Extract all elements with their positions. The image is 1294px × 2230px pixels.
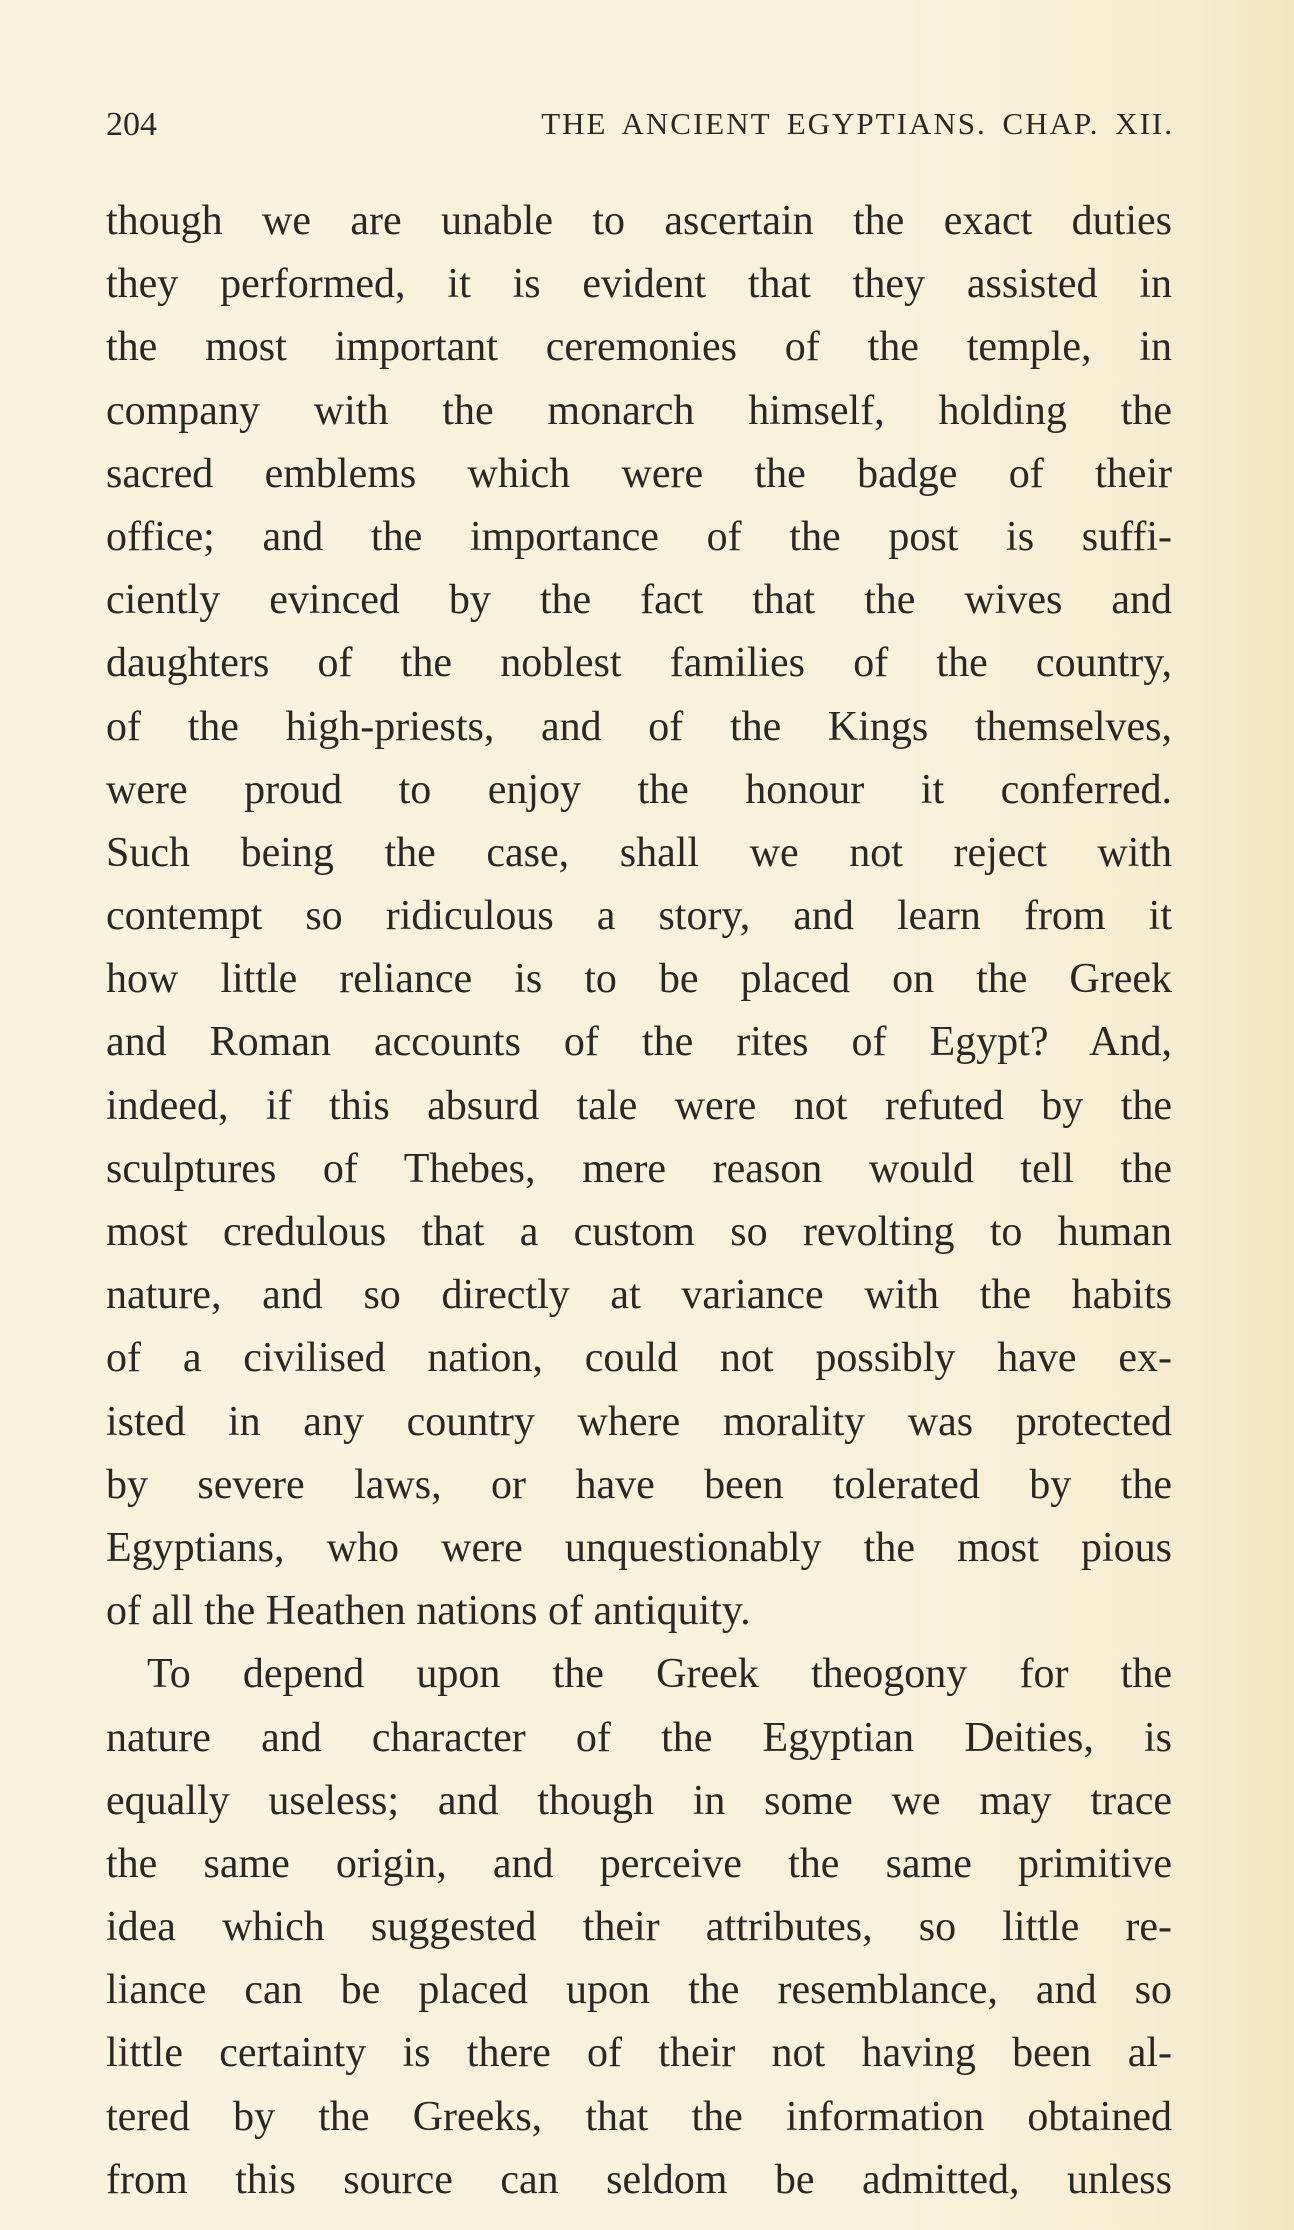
text-line: of a civilised nation, could not possibly have ex- [106,1335,1172,1382]
text-line: Egyptians, who were unquestionably the most pious [106,1524,1172,1571]
text-line: ciently evinced by the fact that the wives and [106,577,1172,624]
running-title: THE ANCIENT EGYPTIANS. CHAP. XII. [541,106,1174,141]
text-line: they performed, it is evident that they assisted in [106,261,1172,308]
text-line: office; and the importance of the post is suffi- [106,513,1172,560]
body-text [106,190,1172,2212]
text-line: liance can be placed upon the resemblance, and so [106,1967,1172,2014]
text-line: isted in any country where morality was protected [106,1398,1172,1445]
text-line: the same origin, and perceive the same primitive [106,1840,1172,1887]
text-line: contempt so ridiculous a story, and learn from it [106,893,1172,940]
text-line: of the high-priests, and of the Kings themselves, [106,703,1172,750]
text-line: equally useless; and though in some we may trace [106,1777,1172,1824]
text-line: how little reliance is to be placed on the Greek [106,956,1172,1003]
text-line: tered by the Greeks, that the information obtained [106,2093,1172,2140]
text-line: daughters of the noblest families of the country, [106,640,1172,687]
text-line: sacred emblems which were the badge of their [106,450,1172,497]
text-line: from this source can seldom be admitted, unless [106,2156,1172,2203]
text-line: indeed, if this absurd tale were not refuted by the [106,1082,1172,1129]
text-line: by severe laws, or have been tolerated by the [106,1461,1172,1508]
text-line: To depend upon the Greek theogony for the [147,1651,1172,1698]
text-line: nature, and so directly at variance with the habits [106,1272,1172,1319]
text-line: idea which suggested their attributes, so little re- [106,1904,1172,1951]
text-line: most credulous that a custom so revolting to human [106,1209,1172,1255]
text-line: Such being the case, shall we not reject with [106,829,1172,876]
text-line: little certainty is there of their not having been al- [106,2030,1172,2077]
text-line: and Roman accounts of the rites of Egypt? And, [106,1019,1172,1066]
text-line: sculptures of Thebes, mere reason would tell the [106,1145,1172,1192]
text-line: nature and character of the Egyptian Deities, is [106,1714,1172,1761]
text-line: of all the Heathen nations of antiquity. [106,1588,751,1635]
text-line: company with the monarch himself, holding the [106,387,1172,434]
running-header [106,106,1174,150]
page-number: 204 [106,106,157,143]
text-line: were proud to enjoy the honour it conferred. [106,766,1172,813]
text-line: the most important ceremonies of the temple, in [106,324,1172,371]
text-line: though we are unable to ascertain the exact duties [106,198,1172,244]
